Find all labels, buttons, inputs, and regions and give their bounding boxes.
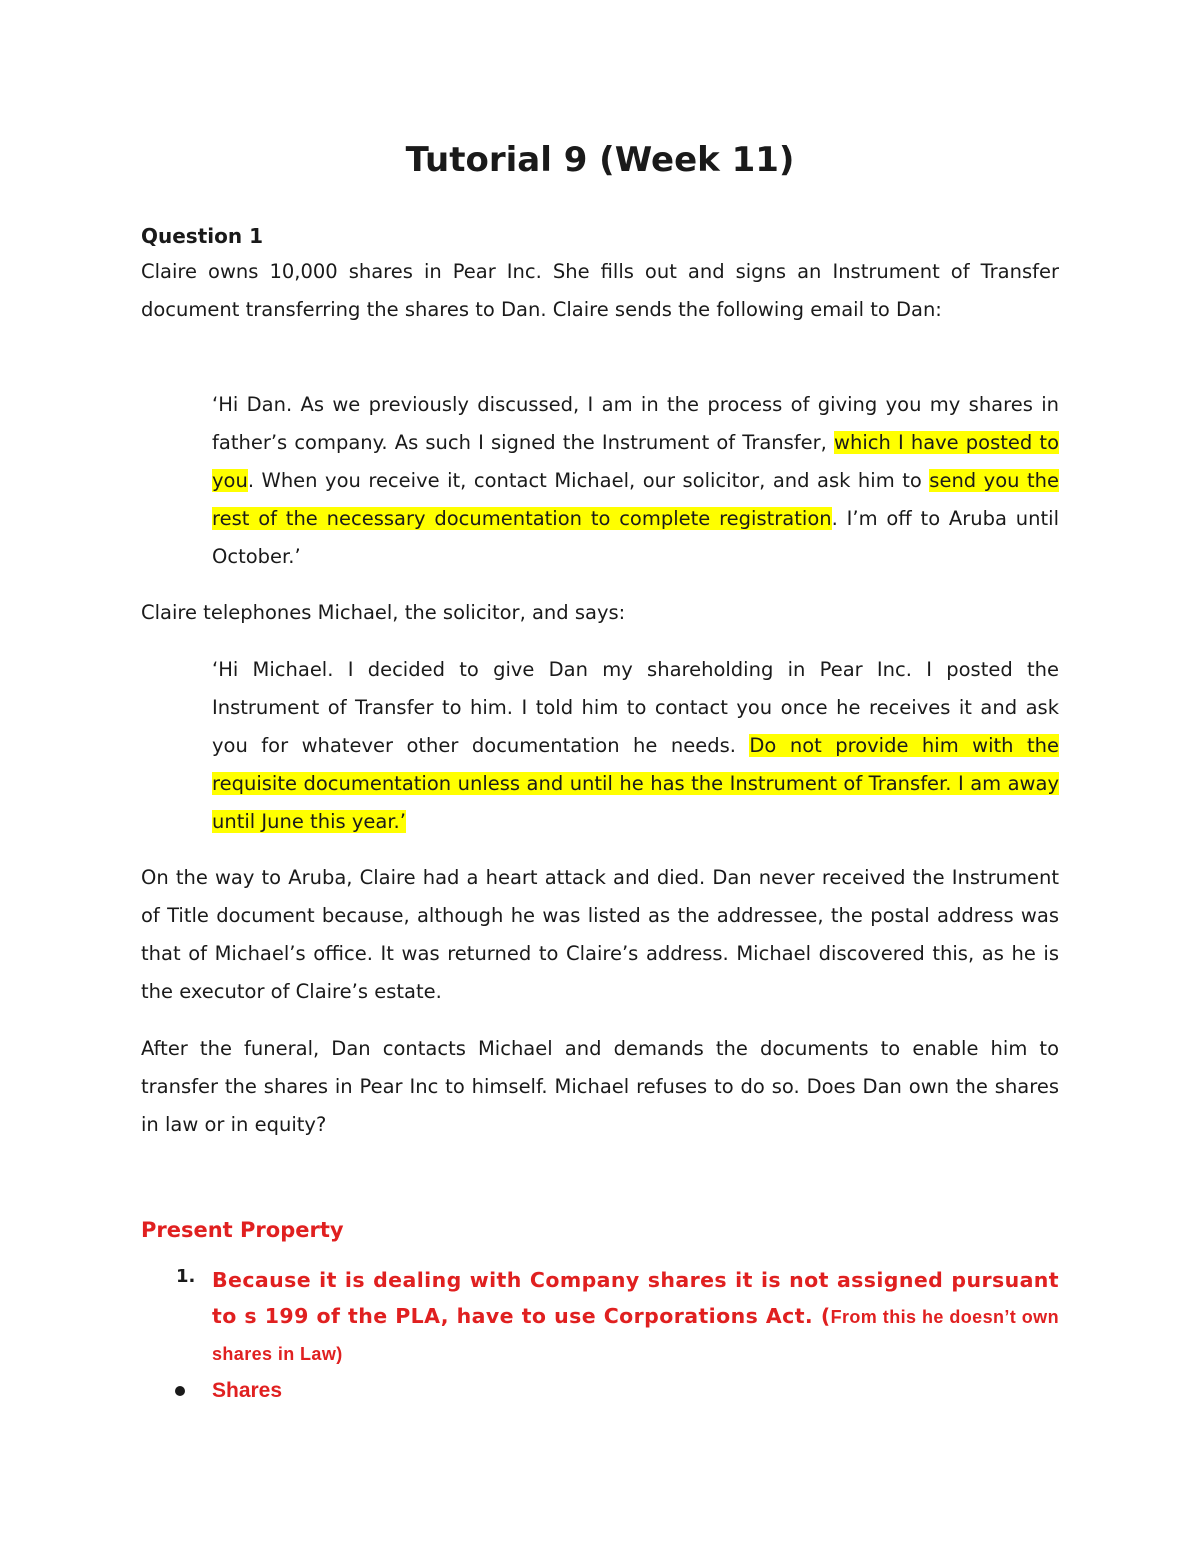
question-heading: Question 1 <box>141 224 263 248</box>
paragraph-telephone: Claire telephones Michael, the solicitor, and says: <box>141 601 626 624</box>
paragraph-facts: On the way to Aruba, Claire had a heart attack and died. Dan never received the Instrument of Title document because, although he was listed as the addressee, the postal address was that of Michael’s office. It was returned to Claire’s address. Michael discovered this, as he is the executor of Claire’s estate. <box>141 866 1059 1003</box>
bullet-text: Shares <box>212 1379 283 1402</box>
quote-text: . I’m off to Aruba until October.’ <box>212 507 1059 568</box>
quote-call-to-michael <box>212 651 1059 841</box>
highlighted-text: send you the rest of the necessary documentation to complete registration <box>212 469 1059 530</box>
bullet-icon <box>175 1386 185 1396</box>
list-item-main: Because it is dealing with Company shares it is not assigned pursuant to s 199 of the PLA, have to use Corporations Act. ( <box>212 1268 1059 1328</box>
paragraph-question: After the funeral, Dan contacts Michael and demands the documents to enable him to transfer the shares in Pear Inc to himself. Michael refuses to do so. Does Dan own the shares in law or in equity? <box>141 1037 1059 1136</box>
quote-text: ‘Hi Dan. As we previously discussed, I am in the process of giving you my shares in father’s company. As such I signed the Instrument of Transfer, <box>212 393 1059 454</box>
document-title: Tutorial 9 (Week 11) <box>405 140 795 180</box>
paragraph-intro: Claire owns 10,000 shares in Pear Inc. She fills out and signs an Instrument of Transfer document transferring the shares to Dan. Claire sends the following email to Dan: <box>141 260 1059 321</box>
quote-text: . When you receive it, contact Michael, our solicitor, and ask him to <box>247 469 930 492</box>
quote-email-to-dan <box>212 386 1059 576</box>
quote-text: ‘Hi Michael. I decided to give Dan my shareholding in Pear Inc. I posted the Instrument of Transfer to him. I told him to contact you once he receives it and ask you for whatever other documentation he needs. <box>212 658 1059 757</box>
highlighted-text: which I have posted to you <box>212 431 1059 492</box>
highlighted-text: Do not provide him with the requisite documentation unless and until he has the Instrument of Transfer. I am away until June this year.’ <box>212 734 1059 833</box>
section-heading: Present Property <box>141 1218 344 1242</box>
list-item-number: 1. <box>176 1266 196 1287</box>
list-item-text <box>212 1262 1059 1372</box>
list-item-note: From this he doesn’t own shares in Law) <box>212 1307 1059 1364</box>
